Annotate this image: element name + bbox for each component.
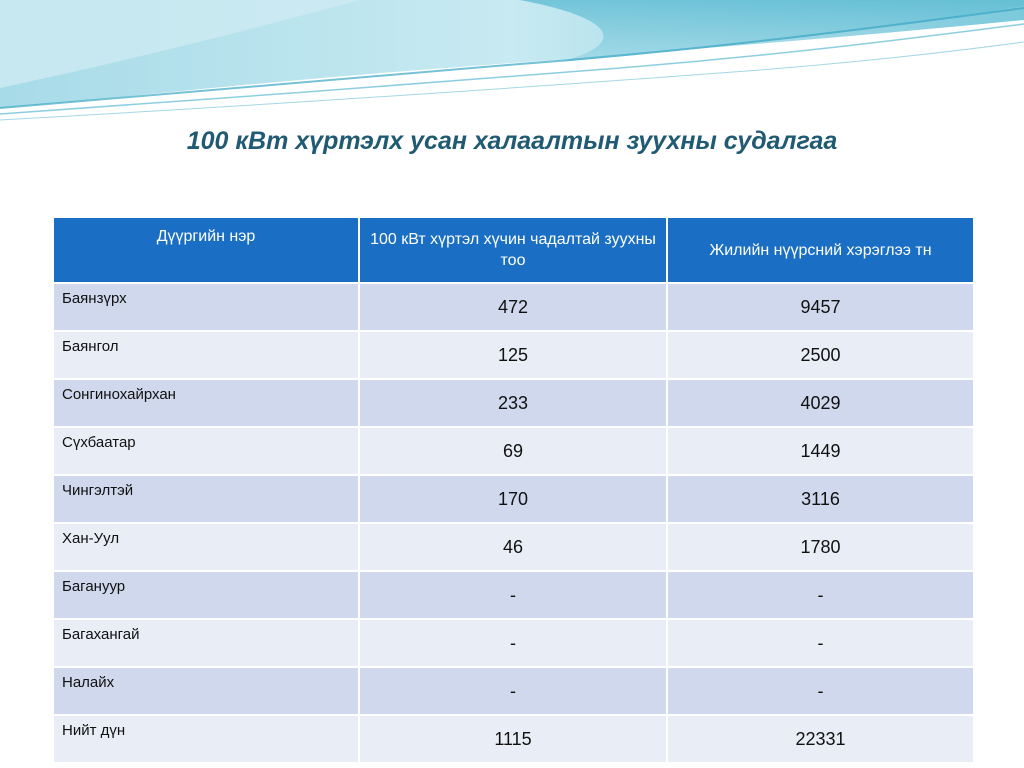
boiler-count-cell: 69 <box>359 427 667 475</box>
table-row-total <box>53 715 974 763</box>
header-district-name: Дүүргийн нэр <box>53 217 359 283</box>
table-row <box>53 379 974 427</box>
district-name-cell: Сүхбаатар <box>53 427 359 475</box>
district-name-cell: Хан-Уул <box>53 523 359 571</box>
coal-consumption-cell: 3116 <box>667 475 974 523</box>
coal-consumption-cell: 4029 <box>667 379 974 427</box>
total-coal-consumption-cell: 22331 <box>667 715 974 763</box>
coal-consumption-cell: 2500 <box>667 331 974 379</box>
coal-consumption-cell: 9457 <box>667 283 974 331</box>
coal-consumption-cell: 1780 <box>667 523 974 571</box>
table-row <box>53 331 974 379</box>
header-coal-consumption: Жилийн нүүрсний хэрэглээ тн <box>667 217 974 283</box>
header-boiler-count: 100 кВт хүртэл хүчин чадалтай зуухны тоо <box>359 217 667 283</box>
boiler-count-cell: 46 <box>359 523 667 571</box>
coal-consumption-cell: 1449 <box>667 427 974 475</box>
district-name-cell: Сонгинохайрхан <box>53 379 359 427</box>
district-name-cell: Баянзүрх <box>53 283 359 331</box>
boiler-count-cell: - <box>359 571 667 619</box>
total-boiler-count-cell: 1115 <box>359 715 667 763</box>
coal-consumption-cell: - <box>667 667 974 715</box>
table-header-row <box>53 217 974 283</box>
district-name-cell: Багахангай <box>53 619 359 667</box>
district-name-cell: Баянгол <box>53 331 359 379</box>
wave-header-decoration <box>0 0 1024 130</box>
district-name-cell: Чингэлтэй <box>53 475 359 523</box>
table-row <box>53 571 974 619</box>
slide-title: 100 кВт хүртэлх усан халаалтын зуухны судалгаа <box>186 127 838 155</box>
coal-consumption-cell: - <box>667 571 974 619</box>
table-row <box>53 619 974 667</box>
coal-consumption-cell: - <box>667 619 974 667</box>
boiler-count-cell: - <box>359 667 667 715</box>
table-row <box>53 283 974 331</box>
table-row <box>53 427 974 475</box>
table-row <box>53 523 974 571</box>
district-boiler-table <box>52 216 975 764</box>
boiler-count-cell: 125 <box>359 331 667 379</box>
boiler-count-cell: 170 <box>359 475 667 523</box>
district-name-cell: Налайх <box>53 667 359 715</box>
boiler-count-cell: - <box>359 619 667 667</box>
district-name-cell: Багануур <box>53 571 359 619</box>
table-row <box>53 667 974 715</box>
boiler-count-cell: 233 <box>359 379 667 427</box>
total-label-cell: Нийт дүн <box>53 715 359 763</box>
table-row <box>53 475 974 523</box>
boiler-count-cell: 472 <box>359 283 667 331</box>
